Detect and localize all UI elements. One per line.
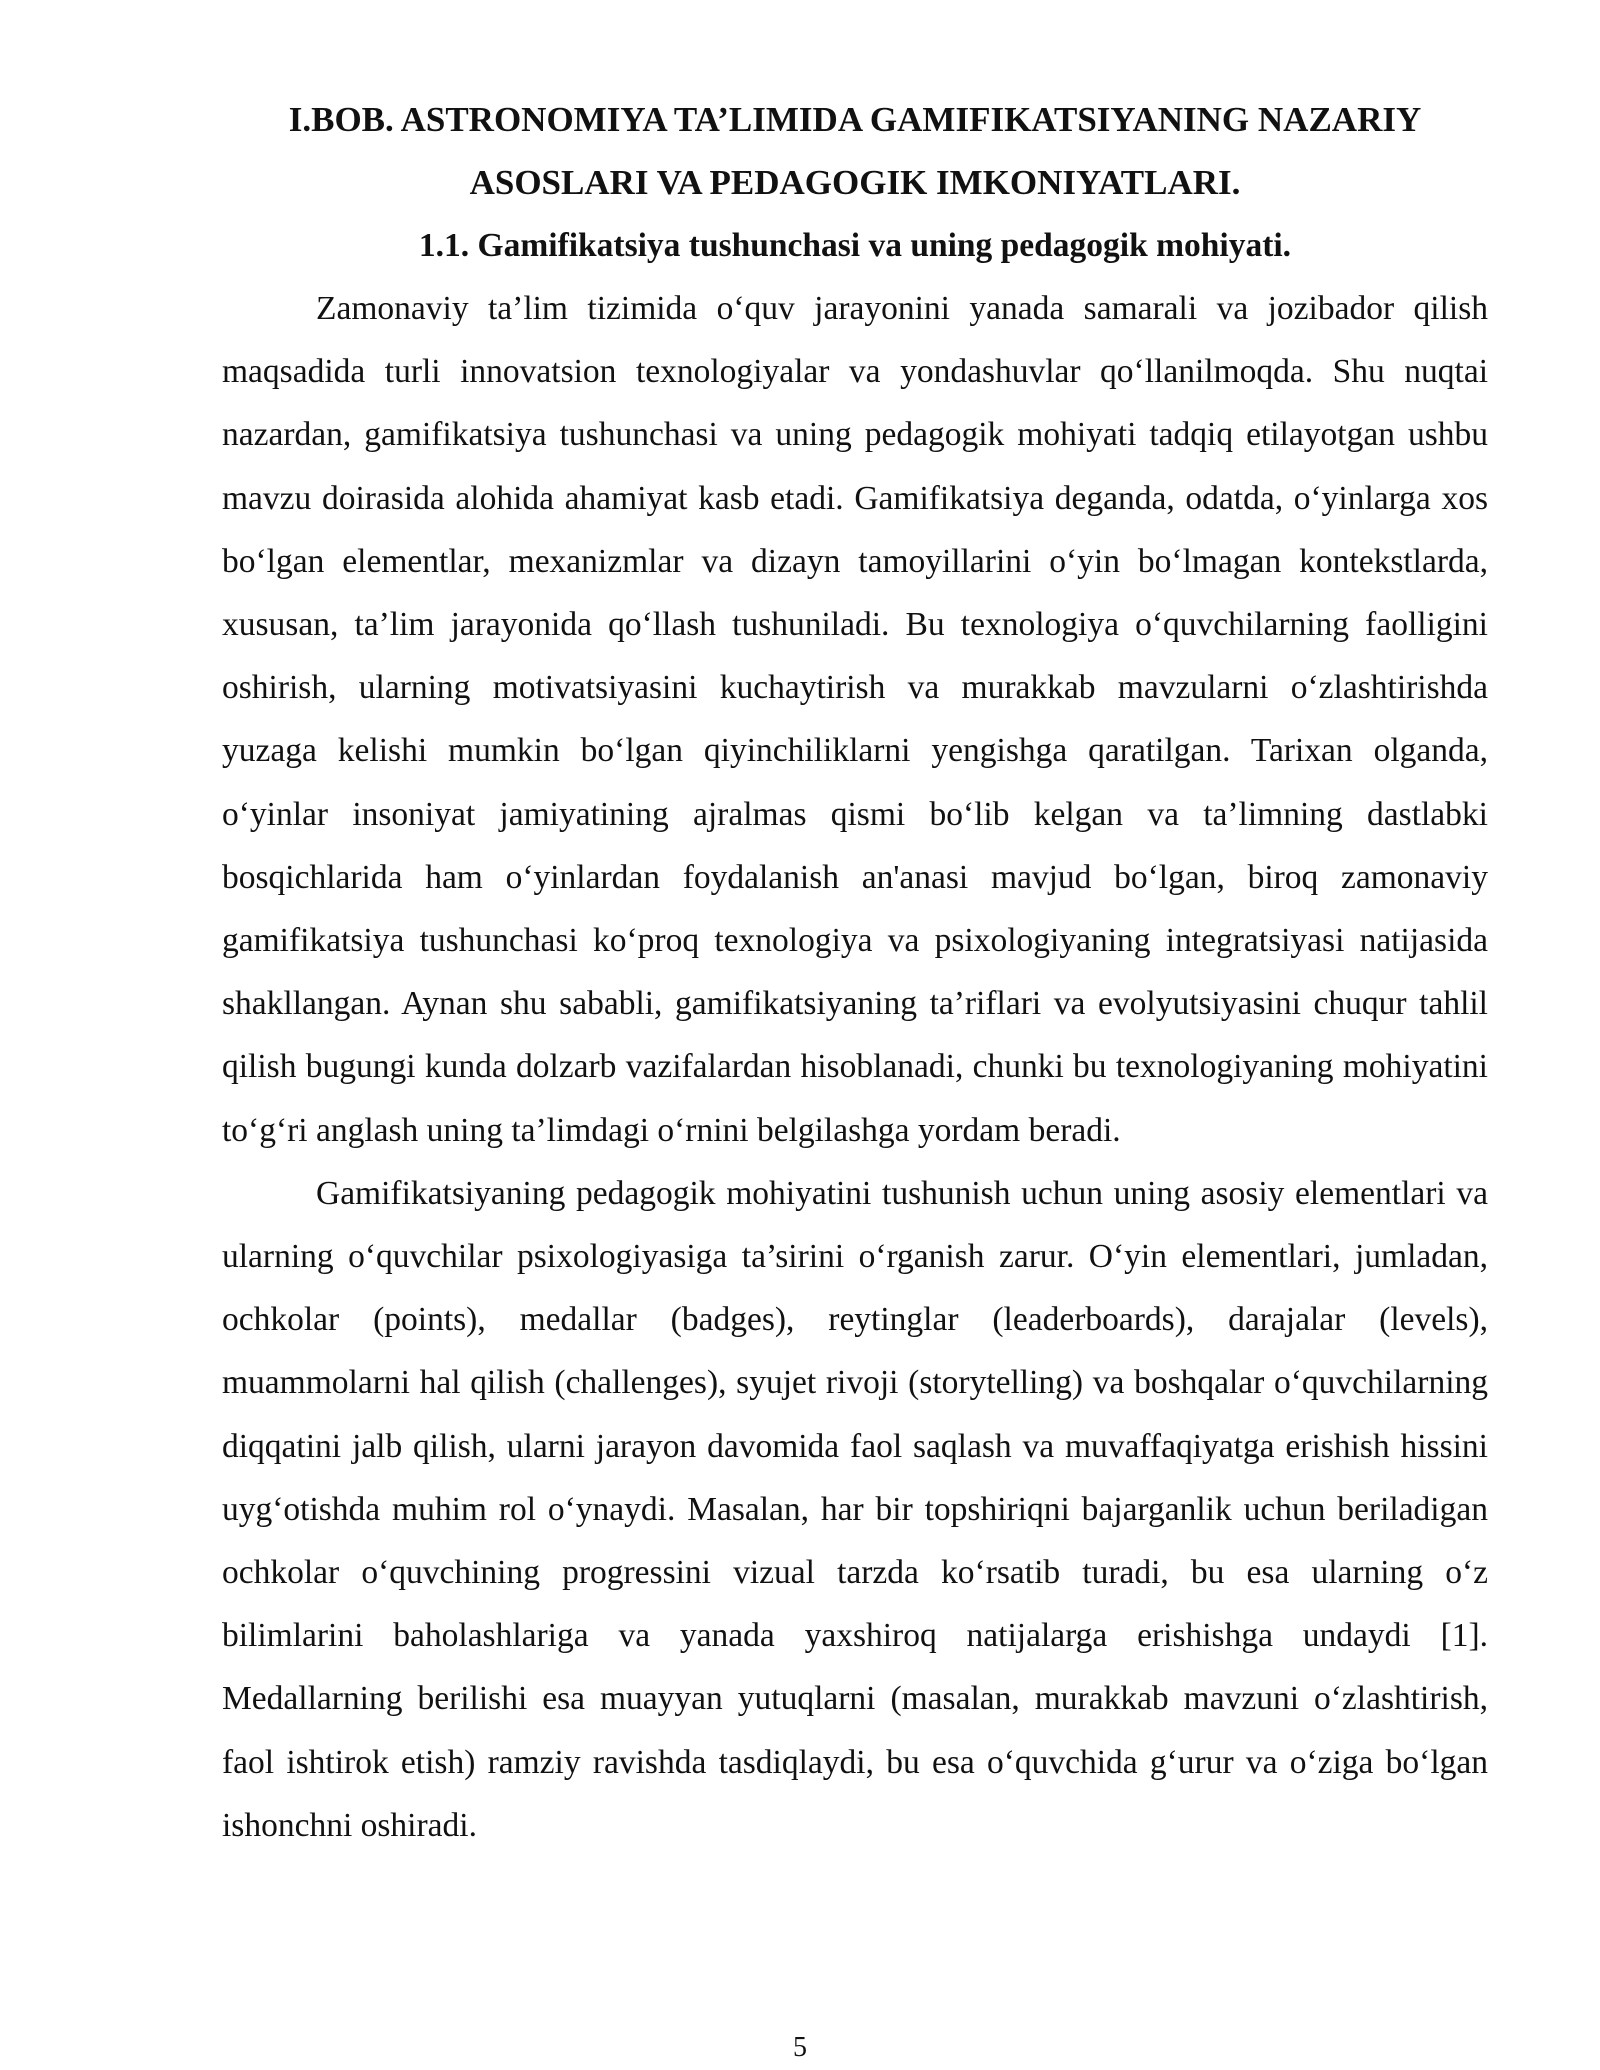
section-title: 1.1. Gamifikatsiya tushunchasi va uning pedagogik mohiyati. [418, 227, 1292, 264]
page-number: 5 [793, 2032, 807, 2063]
body-paragraph-2: Gamifikatsiyaning pedagogik mohiyatini tushunish uchun uning asosiy elementlari va ularning o‘quvchilar psixologiyasiga ta’sirini o‘rganish zarur. O‘yin elementlari, jumladan, ochkolar (points), medallar (badges), reytinglar (leaderboards), darajalar (levels), muammolarni hal qilish (challenges), syujet rivoji (storytelling) va boshqalar o‘quvchilarning diqqatini jalb qilish, ularni jarayon davomida faol saqlash va muvaffaqiyatga erishish hissini uyg‘otishda muhim rol o‘ynaydi. Masalan, har bir topshiriqni bajarganlik uchun beriladigan ochkolar o‘quvchining progressini vizual tarzda ko‘rsatib turadi, bu esa ularning o‘z bilimlarini baholashlariga va yanada yaxshiroq natijalarga erishishga undaydi [1]. Medallarning berilishi esa muayyan yutuqlarni (masalan, murakkab mavzuni o‘zlashtirish, faol ishtirok etish) ramziy ravishda tasdiqlaydi, bu esa o‘quvchida g‘urur va o‘ziga bo‘lgan ishonchni oshiradi. [222, 1174, 1488, 1844]
chapter-heading-line-1: I.BOB. ASTRONOMIYA TA’LIMIDA GAMIFIKATSIYANING NAZARIY [288, 100, 1422, 139]
chapter-heading-line-2: ASOSLARI VA PEDAGOGIK IMKONIYATLARI. [469, 163, 1241, 202]
document-page [222, 88, 1488, 1857]
body-paragraph-1: Zamonaviy ta’lim tizimida o‘quv jarayonini yanada samarali va jozibador qilish maqsadida turli innovatsion texnologiyalar va yondashuvlar qo‘llanilmoqda. Shu nuqtai nazardan, gamifikatsiya tushunchasi va uning pedagogik mohiyati tadqiq etilayotgan ushbu mavzu doirasida alohida ahamiyat kasb etadi. Gamifikatsiya deganda, odatda, o‘yinlarga xos bo‘lgan elementlar, mexanizmlar va dizayn tamoyillarini o‘yin bo‘lmagan kontekstlarda, xususan, ta’lim jarayonida qo‘llash tushuniladi. Bu texnologiya o‘quvchilarning faolligini oshirish, ularning motivatsiyasini kuchaytirish va murakkab mavzularni o‘zlashtirishda yuzaga kelishi mumkin bo‘lgan qiyinchiliklarni yengishga qaratilgan. Tarixan olganda, o‘yinlar insoniyat jamiyatining ajralmas qismi bo‘lib kelgan va ta’limning dastlabki bosqichlarida ham o‘yinlardan foydalanish an'anasi mavjud bo‘lgan, biroq zamonaviy gamifikatsiya tushunchasi ko‘proq texnologiya va psixologiyaning integratsiyasi natijasida shakllangan. Aynan shu sababli, gamifikatsiyaning ta’riflari va evolyutsiyasini chuqur tahlil qilish bugungi kunda dolzarb vazifalardan hisoblanadi, chunki bu texnologiyaning mohiyatini to‘g‘ri anglash uning ta’limdagi o‘rnini belgilashga yordam beradi. [222, 290, 1488, 1149]
